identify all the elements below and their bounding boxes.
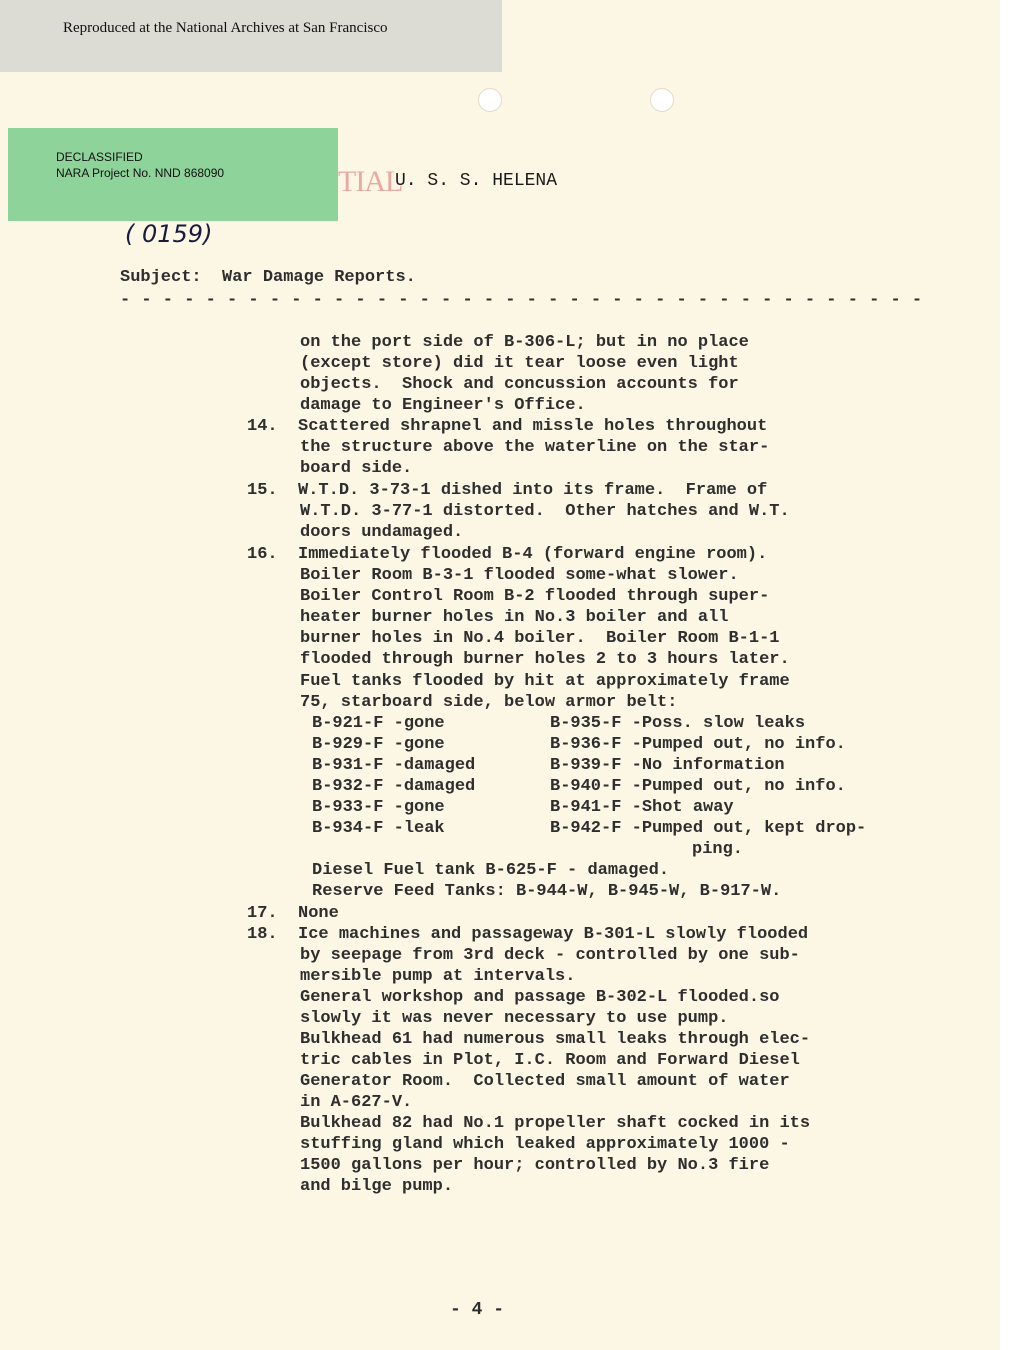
handwritten-number: ( 0159)	[125, 220, 213, 248]
body-line: Diesel Fuel tank B-625-F - damaged.	[312, 861, 670, 880]
tank-entry: B-933-F -gone	[312, 798, 445, 817]
body-line: 14. Scattered shrapnel and missle holes throughout	[247, 417, 768, 436]
ship-name-header: U. S. S. HELENA	[395, 171, 558, 191]
body-line: Boiler Control Room B-2 flooded through super-	[300, 587, 770, 606]
body-line: flooded through burner holes 2 to 3 hours later.	[300, 650, 790, 669]
tank-entry: B-932-F -damaged	[312, 777, 476, 796]
body-line: the structure above the waterline on the star-	[300, 438, 770, 457]
tank-entry: B-921-F -gone	[312, 714, 445, 733]
dash-rule: - - - - - - - - - - - - - - - - - - - - - - - - - - - - - - - - - - - - - -	[120, 291, 923, 310]
body-line: (except store) did it tear loose even light	[300, 354, 739, 373]
page-number: - 4 -	[450, 1300, 505, 1320]
body-line: Boiler Room B-3-1 flooded some-what slower.	[300, 566, 739, 585]
archives-banner	[0, 0, 502, 72]
body-line: board side.	[300, 459, 413, 478]
punch-hole	[478, 88, 502, 112]
archives-banner-text: Reproduced at the National Archives at San Francisco	[63, 20, 388, 36]
body-line: heater burner holes in No.3 boiler and all	[300, 608, 729, 627]
body-line: by seepage from 3rd deck - controlled by one sub-	[300, 946, 800, 965]
body-line: Fuel tanks flooded by hit at approximately frame	[300, 672, 790, 691]
body-line: 17. None	[247, 904, 339, 923]
tank-entry: B-942-F -Pumped out, kept drop-	[550, 819, 867, 838]
subject-line: Subject: War Damage Reports.	[120, 268, 416, 287]
body-line: stuffing gland which leaked approximately 1000 -	[300, 1135, 790, 1154]
tank-entry: B-941-F -Shot away	[550, 798, 734, 817]
body-line: General workshop and passage B-302-L flooded.so	[300, 988, 780, 1007]
body-line: in A-627-V.	[300, 1093, 413, 1112]
tank-entry: B-935-F -Poss. slow leaks	[550, 714, 806, 733]
body-line: slowly it was never necessary to use pump.	[300, 1009, 729, 1028]
declassified-label	[8, 128, 338, 221]
tank-entry: B-939-F -No information	[550, 756, 785, 775]
body-line: tric cables in Plot, I.C. Room and Forward Diesel	[300, 1051, 800, 1070]
body-line: on the port side of B-306-L; but in no place	[300, 333, 749, 352]
body-line: Reserve Feed Tanks: B-944-W, B-945-W, B-917-W.	[312, 882, 782, 901]
declassified-title: DECLASSIFIED	[56, 150, 143, 164]
body-line: Bulkhead 61 had numerous small leaks through elec-	[300, 1030, 811, 1049]
body-line: objects. Shock and concussion accounts for	[300, 375, 739, 394]
tank-entry: B-934-F -leak	[312, 819, 445, 838]
body-line: 15. W.T.D. 3-73-1 dished into its frame. Frame of	[247, 481, 768, 500]
classification-stamp: TIAL	[338, 165, 403, 198]
declassified-project: NARA Project No. NND 868090	[56, 166, 225, 180]
body-line: burner holes in No.4 boiler. Boiler Room B-1-1	[300, 629, 780, 648]
body-line: Bulkhead 82 had No.1 propeller shaft cocked in its	[300, 1114, 811, 1133]
tank-entry: B-940-F -Pumped out, no info.	[550, 777, 846, 796]
body-line: W.T.D. 3-77-1 distorted. Other hatches and W.T.	[300, 502, 790, 521]
tank-entry: B-931-F -damaged	[312, 756, 476, 775]
body-line: and bilge pump.	[300, 1177, 454, 1196]
body-line: 75, starboard side, below armor belt:	[300, 693, 678, 712]
body-line: damage to Engineer's Office.	[300, 396, 586, 415]
body-line: 16. Immediately flooded B-4 (forward engine room).	[247, 545, 768, 564]
body-line: 1500 gallons per hour; controlled by No.3 fire	[300, 1156, 770, 1175]
tank-entry: B-936-F -Pumped out, no info.	[550, 735, 846, 754]
body-line: mersible pump at intervals.	[300, 967, 576, 986]
tank-entry: B-929-F -gone	[312, 735, 445, 754]
punch-hole	[650, 88, 674, 112]
body-line: doors undamaged.	[300, 523, 464, 542]
body-line: Generator Room. Collected small amount of water	[300, 1072, 790, 1091]
tank-entry: ping.	[692, 840, 744, 859]
body-line: 18. Ice machines and passageway B-301-L slowly flooded	[247, 925, 809, 944]
